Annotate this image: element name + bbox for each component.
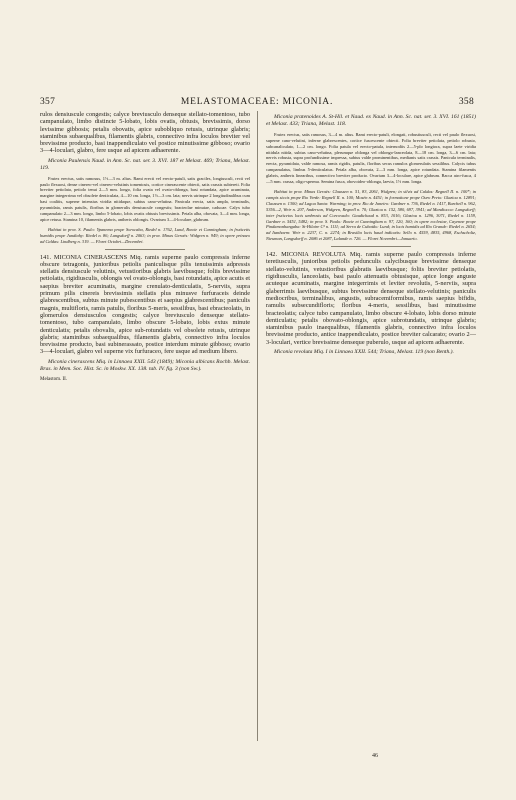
- left-species-reference: Miconia Paulensis Naud. in Ann. Sc. nat. ser. 3. XVI. 187 et Melast. 469; Triana, Melast. 119.: [40, 157, 250, 171]
- left-description: Frutex erectus, satis ramosus, 1½—3 m. altus. Rami erecti vel erecto-patuli, satis graciles, longiusculi, recti vel paulo flexuosi, dense cinereo-vel cinereo-velutinis tomentosis, cortice cinerascente obtecti, satis crassis subtereti. Folia breviter petiolata, petiolo tenui 2—5 mm. longo, folia ovata vel ovato-oblonga, basi rotundata, apice acuminata, margine integerrima vel obsolete denticulata, 4—10 cm. longa, 1½—3 cm. lata; nervis utrinque 2 longitudinalibus cum basi coalitis, superne intensius viridia nitidaque, subtus cano-velutina. Panicula erecta, satis ampla, terminalis, pyramidata, ramis patulis, floribus in glomerulis densiuscule congestis; bracteolae minutae, caducae. Calyx tubo campanulato 2—3 mm. longo, limbo 5-lobato, lobis ovatis obtusis brevissimis. Petala alba, obovata, 3—4 mm. longa, apice retusa. Stamina 10, filamentis glabris, antheris oblongis. Ovarium 3—4-loculare, glabrum.: [40, 175, 250, 222]
- right-description: Frutex erectus, satis ramosus, 3—4 m. altus. Rami erecto-patuli, elongati, robustiusculi, recti vel paulo flexuosi, superne cano-velutini, inferne glabrescentes, cortice fuscescente obtecti. Folia breviter petiolata, petiolo robusto, subcanaliculato, 1—2 cm. longo. Folia patula vel erecto-patula, internodiis 2—5-plo longiora, supra laete viridia nitidula nitida, subtus cano-velutina, plerumque oblonga vel oblongo-lanceolata, 8—18 cm. longa, 3—6 cm. lata; nervis robusta, supra profundissime impressa, subtus valde prominentibus, medianis satis crassis. Panicula terminalis, erecta, pyramidata, valde ramosa, ramis rigidis, patulis, floribus secus ramulos glomerulatis sessilibus. Calycis tubus campanulatus, limbus 5-denticulatus. Petala alba, obovata, 2—3 mm. longa, apice rotundata. Stamina filamentis glabris, antheris linearibus, connectivo breviter producto. Ovarium 3—4-loculare, apice glabrum. Bacca atro-fusca, 4—5 mm. crassa, oligo-sperma. Semina fusca, obovoideo-oblonga, laevia, 1½ mm. longa.: [266, 131, 476, 185]
- fascicle-label: Melastom. II.: [40, 376, 68, 382]
- separator-rule: [105, 249, 185, 250]
- species-141-heading: 141. MICONIA CINERASCENS Miq. ramis superne paulo compressis inferne obscure tetragonis, junioribus petiolis paniculisque pilis tenuissimis adpressis stellatis densiuscule velutinis, vetustioribus glabris laevibusque; foliis brevissime petiolatis, rigidiusculis, oblongis vel ovato-oblongis, basi rotundatis, apice acutis et saepius breviter acuminatis, margine crenulato-denticulatis, 5-nerviis, supra primum pilis cinereis brevissimis stellatis plus minusve furfuraceis deinde glabrescentibus, subtus minute pubescentibus et saepius glabrescentibus; paniculis magnis, multifloris, ramis patulis, floribus 5-meris, sessilibus, basi ebracteolatis, in glomerulos densiusculos congestis; calyce breviusculo denseque stellato-tomentoso, tubo campanulato, limbo obscure 5-lobato, lobis extus minute denticulatis; petalis obovalis, apice sub-rotundatis vel obsolete retusis, utrinque glabris; staminibus subaequalibus, filamentis glabris, connectivo infra loculos brevissime producto, basi subinerassato, postice interdum minute gibboso; ovario 3—4-loculari, glabro vel superne vix furfuraceo, fere usque ad medium libero.: [40, 253, 250, 356]
- species-142-reference: Miconia revoluta Miq. I in Linnaea XXII. 544; Triana, Melast. 119 (non Benth.).: [274, 348, 454, 355]
- right-column: [266, 111, 476, 747]
- separator-rule: [331, 246, 411, 247]
- page-header: [40, 97, 474, 107]
- column-divider: [257, 111, 258, 741]
- species-142-heading: 142. MICONIA REVOLUTA Miq. ramis superne paulo compressis inferne teretiusculis, junioribus petiolis pedunculis calycibusque brevissime denseque stellato-velutinis, vetustioribus glabratis laevibusque; foliis breviter petiolatis, rigidiusculis, lanceolatis, basi paulo attenuatis obtusisque, apice longe anguste acuteque acuminatis, margine integerrimis et leviter revolutis, 5-nerviis, supra glaberrimis laevibusque, subtus brevissime denseque stellato-velutinis; paniculis mediocribus, terminalibus, angustis, subracemiformibus, ramis saepius bifidis, ramulis subsecundifloris; floribus 4-meris, sessilibus, basi minutissime bracteolatis; calyce tubo campanulato, limbo obscure 4-lobato, lobis dorso minute denticulatis; petalis obovato-oblongis, apice subrotundatis, utrinque glabris; staminibus paulo inaequalibus, filamentis glabris, connectivo infra loculos brevissime producto, antice inappendiculato, postice breviter calcarato; ovario 2—3-loculari, vertice brevissime denseque puberulo, usque ad apicem adhaerente.: [266, 251, 476, 346]
- left-intro-paragraph: rulos densiuscule congestis; calyce breviusculo denseque stellato-tomentoso, tubo campanulato, limbo distincte 5-lobato, lobis ovatis, obtusis, brevissimis, dorso levissime gibbosis; petalis obovatis, apice subobliquo retusis, utrinque glabris; staminibus subaequalibus, filamentis glabris, connectivo infra loculos breviter vel brevissime producto, basi inappendiculato vel postice minutissime gibboso; ovario 3—4-loculari, glabro, fere usque ad apicem adhaerente.: [40, 111, 250, 155]
- species-141-reference: Miconia cinerascens Miq. in Linnaea XXII. 543 (1849); Miconia albicans Rochb. Melast. Bras. in Mem. Soc. Hist. Sc. in Moskw. XX. 138. tab. IV. fig. 3 (non Sw.).: [40, 358, 250, 372]
- left-habitat: Habitat in prov. S. Paulo: Ypanema prope Sorocaba, Riedel n. 1762, Lund, Bowie et Cunningham; in fruticetis humidis prope Jundiahy: Riedel n. 86; Langsdorff n. 2063; in prov. Minas Geraës: Widgren n. 949; in opere prinaeo ad Caldas: Lindberg n. 319. — Floret Octobri—Decembri.: [40, 226, 250, 244]
- right-habitat: Habitat in prov. Minas Geraës: Claussen n. 51, 83, 2061, Widgren; in silvis ad Caldas: Regnell II. n. 100*; in campis siccis prope Rio Verde: Regnell II. n. 100; Mosén n. 4451; in formatione prope Ouro Preto: Glaziou n. 12891; Claussen n. 1300; ad Lagoa Santa: Warming; in prov. Rio de Janeiro: Gardner n. 736, Riedel n. 1417, Burchell n. 962, 5356—2, Weir n. 207, Anderson, Widgren, Regnell n. 70; Glaziou n. 152, 580, 697, 3941; ad Mandiocca: Langsdorff; inter fruticetos locis umbrosis ad Corcovado: Gaudichaud n. 853, 1016; Glaziou n. 1296, 3071, Riedel n. 1159, Gardner n. 5451, 5482; in prov. S. Paulo: Bowie et Cunningham n. 97, 120, 160; in opere ecclesiae, Cayenne prope Pindamonhangaba: St-Hilaire C² n. 1111; ad Serra de Cubatão: Lund; in locis humidis ad Rio Grande: Riedel n. 2654; ad Itanhaem: Weir n. 2237, C. n. 2274; in Brasilia locis haud indicatis: Sello n. 4559, 4835, 4968, Eschscholtz, Nieuman, Langsdorff n. 2086 et 2087, Lalande n. 726. — Floret Novembri—Januario.: [266, 188, 476, 242]
- running-title: MELASTOMACEAE: MICONIA.: [180, 97, 334, 107]
- folio-number: 46: [372, 753, 378, 759]
- page-number-left: 357: [40, 97, 56, 107]
- right-species-reference: Miconia pratenoides A. St-Hil. et Naud. ex Naud. in Ann. Sc. nat. ser. 3. XVI. 161 (1851) et Melast. 433; Triana, Melast. 118.: [266, 114, 476, 127]
- left-column: [40, 111, 250, 747]
- page-number-right: 358: [458, 97, 474, 107]
